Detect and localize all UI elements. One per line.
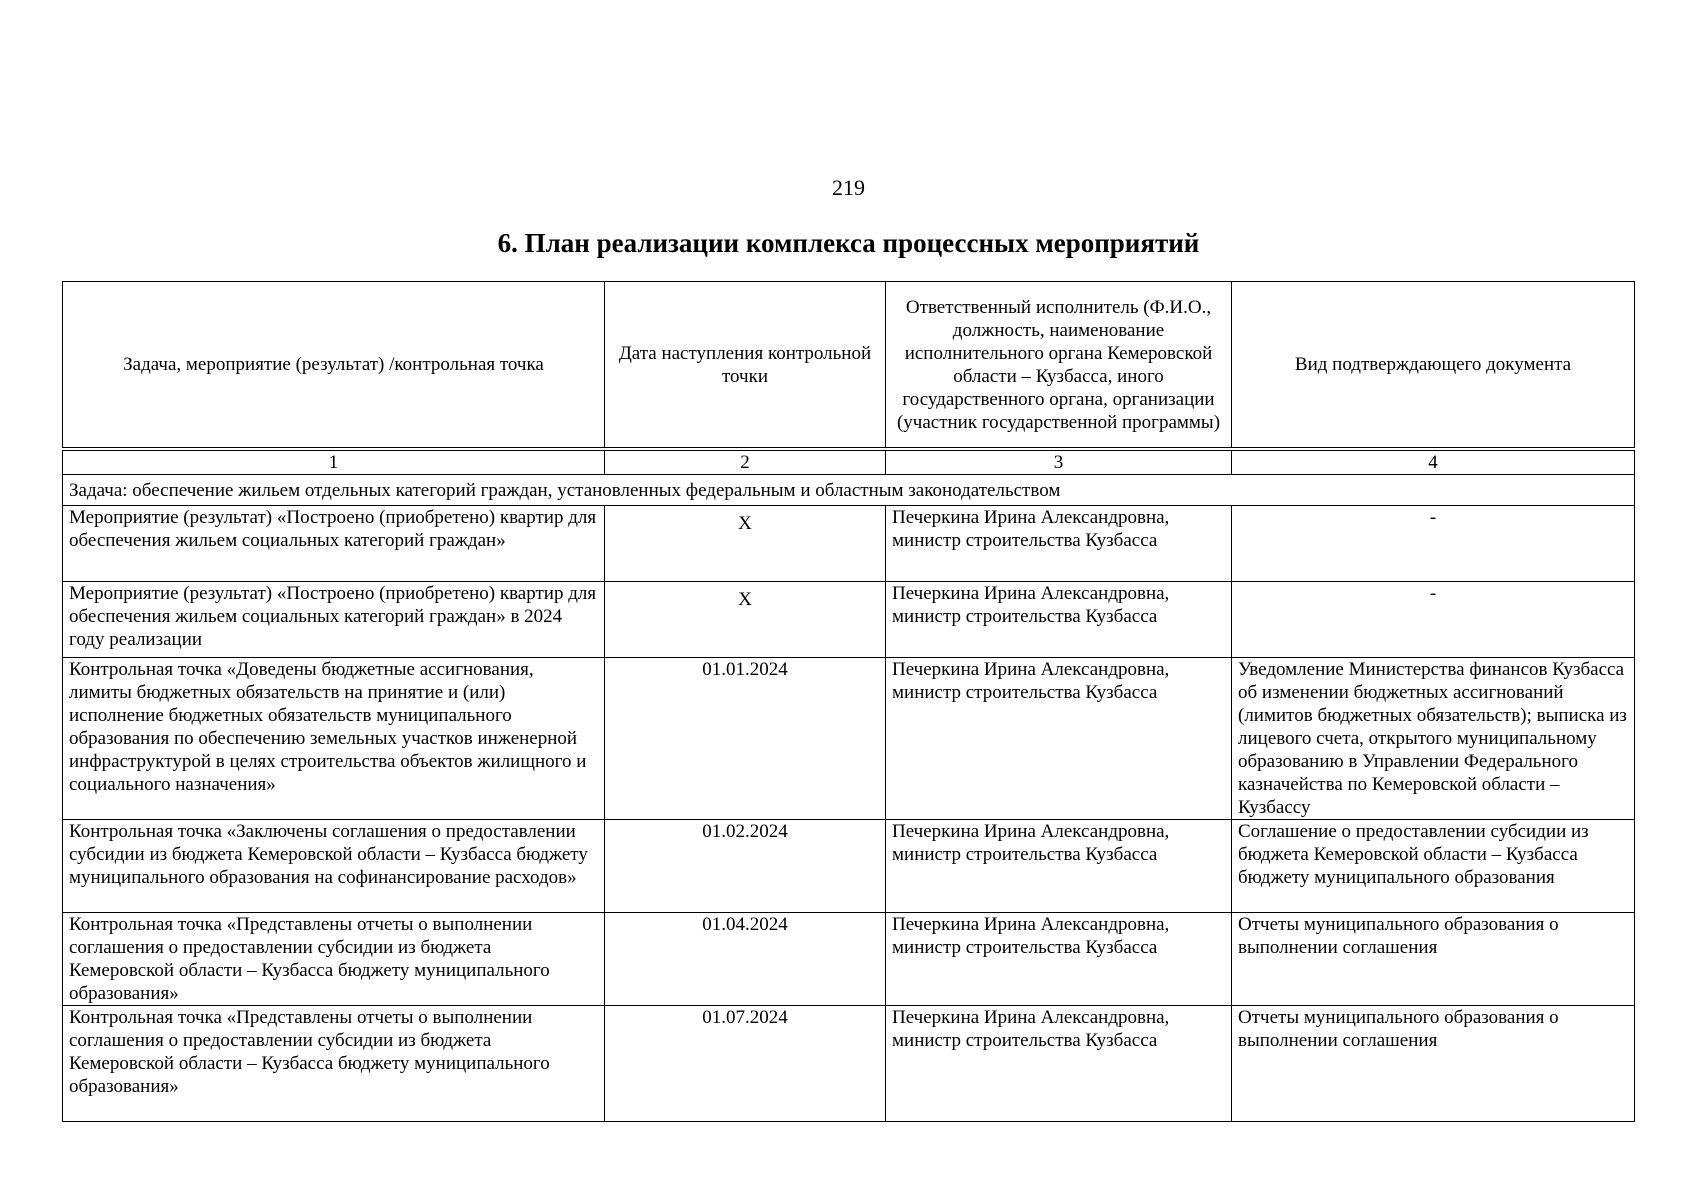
item-cell: Контрольная точка «Доведены бюджетные ассигнования, лимиты бюджетных обязательств на принятие и (или) исполнение бюджетных обязательств муниципального образования по обеспечению земельных участков инженерной инфраструктурой в целях строительства объектов жилищного и социального назначения» [63,658,605,820]
date-cell: 01.04.2024 [605,913,886,1006]
item-cell: Контрольная точка «Заключены соглашения о предоставлении субсидии из бюджета Кемеровской области – Кузбасса бюджету муниципального образования на софинансирование расходов» [63,820,605,913]
task-cell: Задача: обеспечение жильем отдельных категорий граждан, установленных федеральным и областным законодательством [63,475,1635,506]
executor-cell: Печеркина Ирина Александровна, министр строительства Кузбасса [886,658,1232,820]
date-cell: X [605,506,886,582]
table-row [63,506,1635,582]
date-cell: X [605,582,886,658]
item-cell: Контрольная точка «Представлены отчеты о выполнении соглашения о предоставлении субсидии из бюджета Кемеровской области – Кузбасса бюджету муниципального образования» [63,913,605,1006]
table-row [63,658,1635,820]
document-cell: Уведомление Министерства финансов Кузбасса об изменении бюджетных ассигнований (лимитов бюджетных обязательств); выписка из лицевого счета, открытого муниципальному образованию в Управлении Федерального казначейства по Кемеровской области – Кузбассу [1232,658,1635,820]
table-row [63,1006,1635,1122]
executor-cell: Печеркина Ирина Александровна, министр строительства Кузбасса [886,820,1232,913]
column-number: 4 [1232,449,1635,475]
date-cell: 01.07.2024 [605,1006,886,1122]
task-row [63,475,1635,506]
table-row [63,582,1635,658]
executor-cell: Печеркина Ирина Александровна, министр строительства Кузбасса [886,913,1232,1006]
column-number: 2 [605,449,886,475]
item-cell: Мероприятие (результат) «Построено (приобретено) квартир для обеспечения жильем социальных категорий граждан» в 2024 году реализации [63,582,605,658]
document-cell: - [1232,506,1635,582]
item-cell: Мероприятие (результат) «Построено (приобретено) квартир для обеспечения жильем социальных категорий граждан» [63,506,605,582]
document-cell: Соглашение о предоставлении субсидии из бюджета Кемеровской области – Кузбасса бюджету муниципального образования [1232,820,1635,913]
page-number: 219 [832,175,865,200]
header-task: Задача, мероприятие (результат) /контрольная точка [63,282,605,450]
date-cell: 01.01.2024 [605,658,886,820]
header-document: Вид подтверждающего документа [1232,282,1635,450]
header-executor: Ответственный исполнитель (Ф.И.О., должность, наименование исполнительного органа Кемеровской области – Кузбасса, иного государственного органа, организации (участник государственной программы) [886,282,1232,450]
header-date: Дата наступления контрольной точки [605,282,886,450]
plan-table [62,281,1635,1122]
column-number: 1 [63,449,605,475]
executor-cell: Печеркина Ирина Александровна, министр строительства Кузбасса [886,582,1232,658]
executor-cell: Печеркина Ирина Александровна, министр строительства Кузбасса [886,506,1232,582]
column-number: 3 [886,449,1232,475]
header-row [63,282,1635,450]
column-numbers-row [63,449,1635,475]
document-cell: - [1232,582,1635,658]
page-title: 6. План реализации комплекса процессных мероприятий [497,228,1200,258]
document-cell: Отчеты муниципального образования о выполнении соглашения [1232,913,1635,1006]
executor-cell: Печеркина Ирина Александровна, министр строительства Кузбасса [886,1006,1232,1122]
item-cell: Контрольная точка «Представлены отчеты о выполнении соглашения о предоставлении субсидии из бюджета Кемеровской области – Кузбасса бюджету муниципального образования» [63,1006,605,1122]
table-row [63,820,1635,913]
date-cell: 01.02.2024 [605,820,886,913]
document-cell: Отчеты муниципального образования о выполнении соглашения [1232,1006,1635,1122]
table-row [63,913,1635,1006]
